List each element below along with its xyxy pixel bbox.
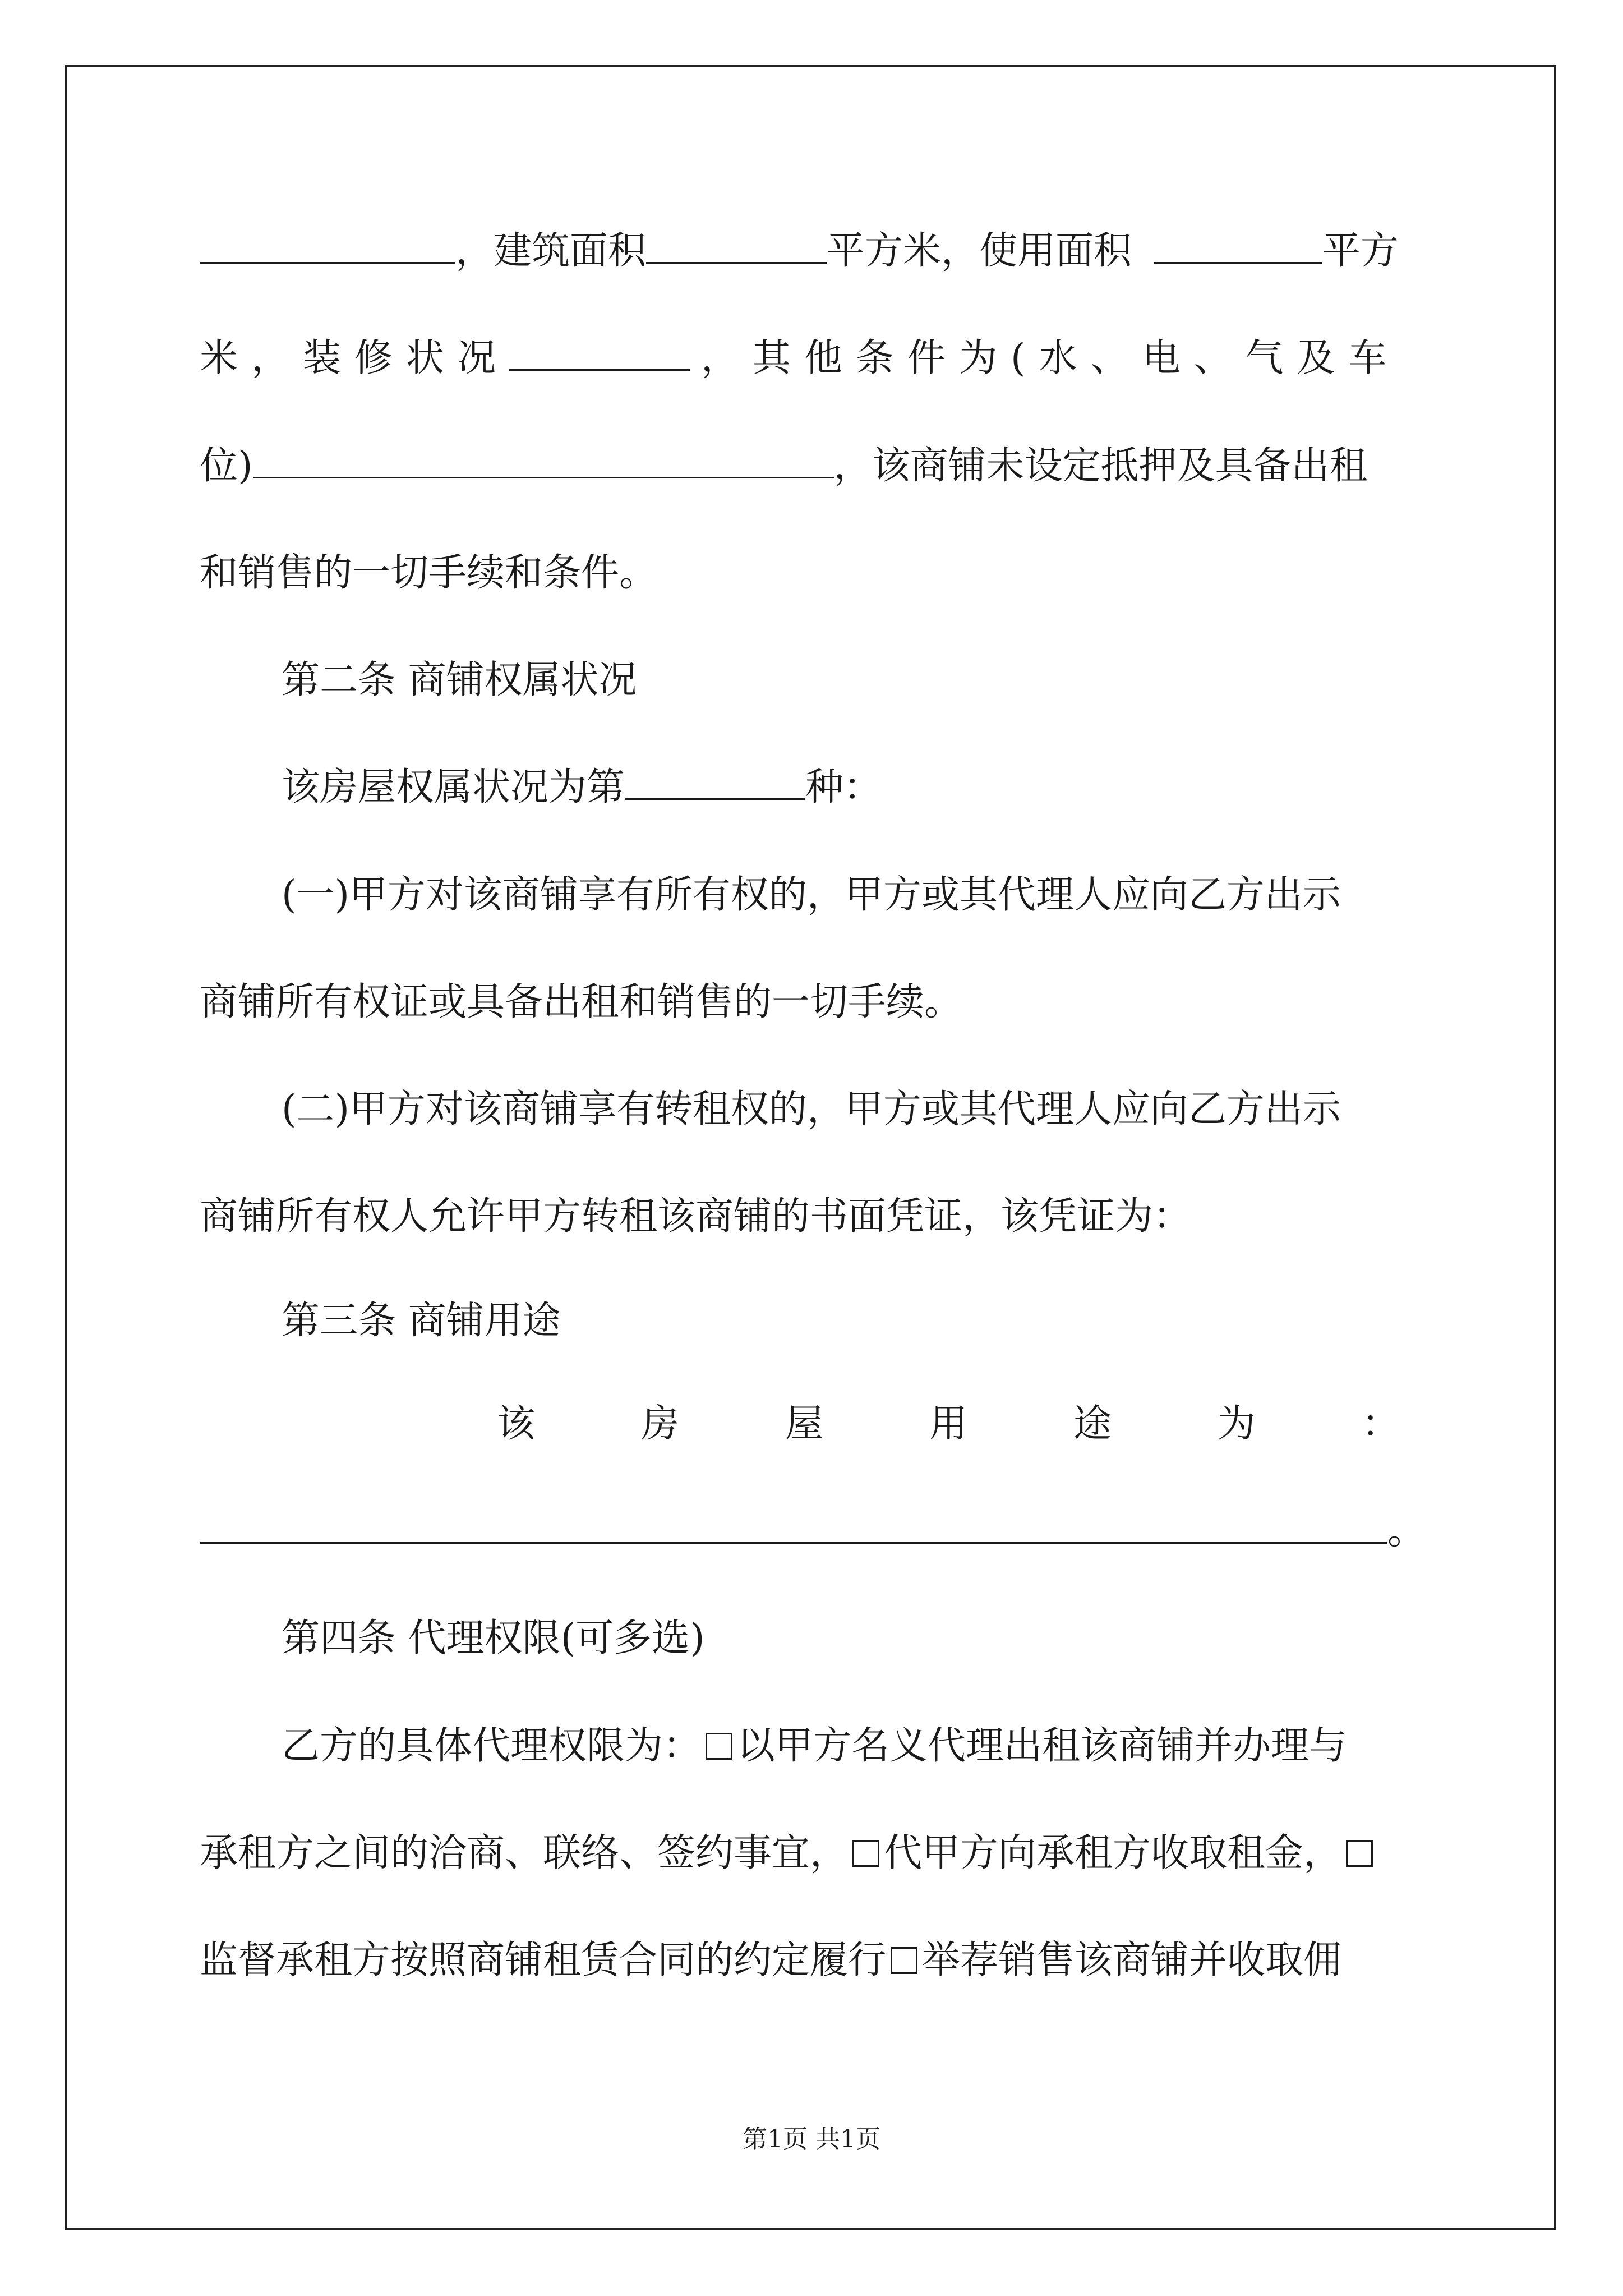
article-title: 第二条 商铺权属状况 — [282, 658, 637, 702]
spread-char: 用 — [929, 1402, 967, 1446]
text-line — [282, 757, 1426, 818]
text-segment: 乙方的具体代理权限为： — [282, 1724, 702, 1768]
text-segment: 种： — [805, 765, 882, 809]
checkbox[interactable] — [706, 1733, 732, 1760]
text-segment: 监督承租方按照商铺租赁合同的约定履行 — [200, 1938, 887, 1982]
page-border — [65, 65, 1556, 2230]
blank-field[interactable] — [200, 227, 455, 264]
text-segment: ，该商铺未设定抵押及具备出租 — [833, 444, 1368, 488]
text-segment: 举荐销售该商铺并收取佣 — [922, 1938, 1342, 1982]
text-line — [200, 1501, 1426, 1562]
text-segment: 承租方之间的洽商、联络、签约事宜， — [200, 1831, 849, 1875]
text-line — [200, 220, 1426, 282]
blank-field[interactable] — [1154, 227, 1322, 264]
text-segment: 位) — [200, 444, 253, 488]
text-line — [200, 1930, 1426, 1991]
spread-char: 房 — [640, 1402, 679, 1446]
spread-char: 途 — [1073, 1402, 1112, 1446]
text-line — [200, 1823, 1426, 1884]
article-title: 第四条 代理权限(可多选) — [282, 1616, 705, 1660]
checkbox[interactable] — [852, 1840, 879, 1867]
spread-char: 该 — [497, 1402, 536, 1446]
text-line: 商铺所有权证或具备出租和销售的一切手续。 — [200, 980, 963, 1024]
checkbox[interactable] — [1346, 1840, 1373, 1867]
blank-field[interactable] — [200, 1507, 1387, 1544]
blank-field[interactable] — [253, 442, 834, 478]
text-line: 和销售的一切手续和条件。 — [200, 551, 658, 595]
text-segment: ，其他条件为(水、电、气及车 — [701, 336, 1400, 380]
text-line — [282, 1715, 1426, 1777]
article-title: 第三条 商铺用途 — [282, 1299, 561, 1343]
blank-field[interactable] — [646, 227, 827, 264]
text-line: 商铺所有权人允许甲方转租该商铺的书面凭证，该凭证为： — [200, 1194, 1192, 1239]
checkbox[interactable] — [891, 1947, 917, 1974]
text-line — [200, 328, 1426, 389]
spread-char: ： — [1361, 1402, 1400, 1446]
spread-text-line — [497, 1393, 1400, 1455]
blank-field[interactable] — [625, 763, 805, 800]
text-line — [200, 435, 1426, 497]
spread-char: 屋 — [785, 1402, 823, 1446]
text-segment: 以甲方名义代理出租该商铺并办理与 — [737, 1724, 1348, 1768]
text-segment: ，建筑面积 — [455, 229, 647, 273]
text-segment: 。 — [1387, 1509, 1426, 1553]
text-segment: 代甲方向承租方收取租金， — [884, 1831, 1342, 1875]
text-segment: 平方米，使用面积 — [827, 229, 1132, 273]
text-line: (一)甲方对该商铺享有所有权的，甲方或其代理人应向乙方出示 — [282, 873, 1341, 917]
text-segment: 米，装修状况 — [200, 336, 510, 380]
blank-field[interactable] — [509, 334, 690, 371]
spread-char: 为 — [1217, 1402, 1256, 1446]
text-line: (二)甲方对该商铺享有转租权的，甲方或其代理人应向乙方出示 — [282, 1087, 1341, 1131]
page-footer: 第1页 共1页 — [743, 2125, 880, 2154]
text-segment: 该房屋权属状况为第 — [282, 765, 625, 809]
text-segment: 平方 — [1322, 229, 1399, 273]
